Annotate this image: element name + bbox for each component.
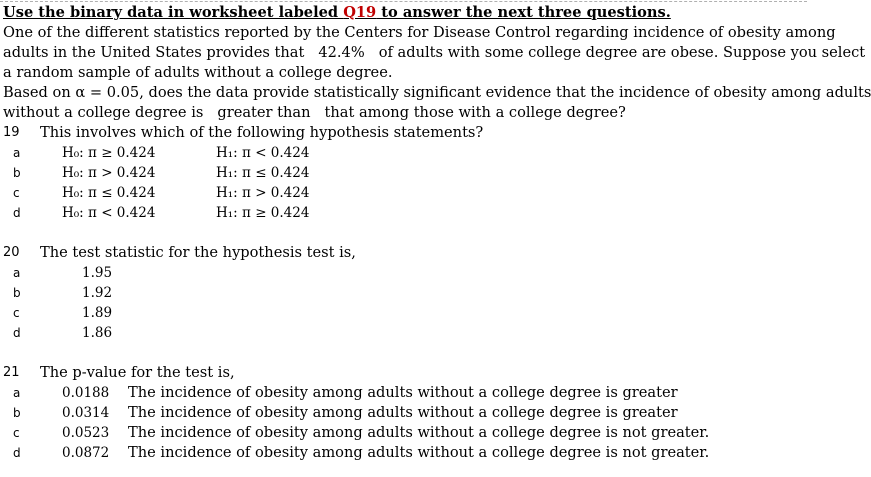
q19-option-a-h0: H₀: π ≥ 0.424 xyxy=(62,145,156,161)
intro-line-4: Based on α = 0.05, does the data provide statistically significant evidence that the incidence of obesity among adults xyxy=(3,84,871,101)
q19-option-c-h0: H₀: π ≤ 0.424 xyxy=(62,185,156,201)
q21-option-a-conclusion: The incidence of obesity among adults without a college degree is greater xyxy=(128,384,678,401)
q19-option-c-letter: c xyxy=(13,186,20,200)
q19-option-d-letter: d xyxy=(13,206,21,220)
q19-option-c-h1: H₁: π > 0.424 xyxy=(216,185,310,201)
intro-direction: greater than xyxy=(217,104,311,121)
intro-line-1: One of the different statistics reported by the Centers for Disease Control regarding incidence of obesity among xyxy=(3,24,836,41)
q19-option-d-h0: H₀: π < 0.424 xyxy=(62,205,156,221)
q21-option-d-conclusion: The incidence of obesity among adults without a college degree is not greater. xyxy=(128,444,710,461)
question-21-number: 21 xyxy=(3,365,20,380)
q21-option-c-letter: c xyxy=(13,426,20,440)
intro-line-2c: of adults with some college degree are obese. Suppose you select xyxy=(378,44,866,61)
intro-line-5 xyxy=(3,103,626,123)
q20-option-c-letter: c xyxy=(13,306,20,320)
q20-option-b-value: 1.92 xyxy=(82,285,113,301)
intro-line-5a: without a college degree is xyxy=(3,104,204,121)
question-20-text: The test statistic for the hypothesis test is, xyxy=(40,244,356,261)
heading-text-before: Use the binary data in worksheet labeled xyxy=(3,4,344,21)
intro-proportion: 42.4% xyxy=(318,44,365,61)
worksheet-heading xyxy=(3,3,671,23)
intro-line-3: a random sample of adults without a college degree. xyxy=(3,64,393,81)
heading-text-after: to answer the next three questions. xyxy=(376,4,671,21)
q21-option-a-letter: a xyxy=(13,386,21,400)
q21-option-a-pvalue: 0.0188 xyxy=(62,385,110,401)
question-21-text: The p-value for the test is, xyxy=(40,364,235,381)
q20-option-c-value: 1.89 xyxy=(82,305,113,321)
q21-option-c-pvalue: 0.0523 xyxy=(62,425,110,441)
intro-line-5c: that among those with a college degree? xyxy=(324,104,626,121)
q19-option-a-letter: a xyxy=(13,146,21,160)
q21-option-d-pvalue: 0.0872 xyxy=(62,445,110,461)
top-dashed-border xyxy=(0,1,807,2)
q21-option-b-conclusion: The incidence of obesity among adults without a college degree is greater xyxy=(128,404,678,421)
intro-line-2 xyxy=(3,43,865,63)
q19-option-b-h0: H₀: π > 0.424 xyxy=(62,165,156,181)
q19-option-d-h1: H₁: π ≥ 0.424 xyxy=(216,205,310,221)
question-20-number: 20 xyxy=(3,245,20,260)
q20-option-d-letter: d xyxy=(13,326,21,340)
q20-option-a-letter: a xyxy=(13,266,21,280)
q19-option-b-h1: H₁: π ≤ 0.424 xyxy=(216,165,310,181)
q20-option-d-value: 1.86 xyxy=(82,325,113,341)
q20-option-b-letter: b xyxy=(13,286,21,300)
q21-option-c-conclusion: The incidence of obesity among adults without a college degree is not greater. xyxy=(128,424,710,441)
question-19-number: 19 xyxy=(3,125,20,140)
intro-line-2a: adults in the United States provides that xyxy=(3,44,305,61)
worksheet-reference: Q19 xyxy=(343,4,377,21)
q19-option-b-letter: b xyxy=(13,166,21,180)
question-19-text: This involves which of the following hypothesis statements? xyxy=(40,124,484,141)
q20-option-a-value: 1.95 xyxy=(82,265,113,281)
q21-option-b-letter: b xyxy=(13,406,21,420)
q19-option-a-h1: H₁: π < 0.424 xyxy=(216,145,310,161)
q21-option-b-pvalue: 0.0314 xyxy=(62,405,110,421)
q21-option-d-letter: d xyxy=(13,446,21,460)
